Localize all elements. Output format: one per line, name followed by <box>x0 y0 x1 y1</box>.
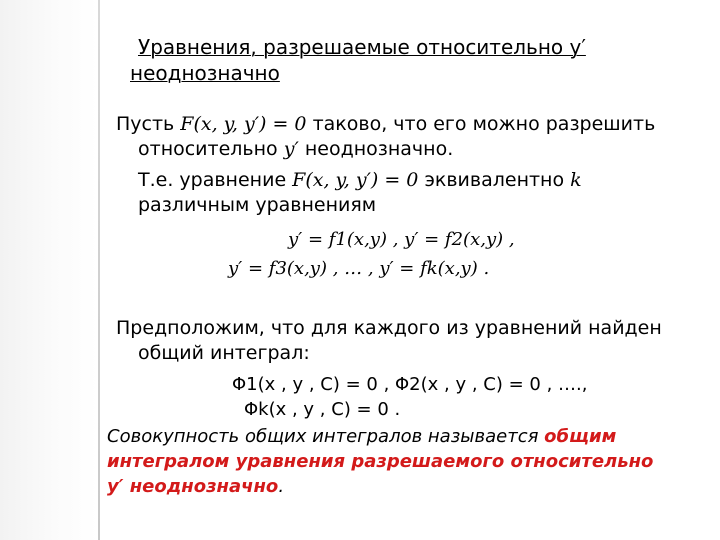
para2-mid: эквивалентно <box>418 169 571 191</box>
paragraph-3-line-1: Предположим, что для каждого из уравнений найден <box>116 317 662 339</box>
equations-row-2: y′ = f3(x,y) , … , y′ = fk(x,y) . <box>228 258 490 279</box>
integrals-row-1: Φ1(x , y , C) = 0 , Φ2(x , y , C) = 0 , …., <box>232 374 588 395</box>
para1-line2-end: неоднозначно. <box>298 138 454 160</box>
para2-expression: F(x, y, y′) = 0 <box>292 169 419 191</box>
decorative-divider-line <box>98 0 100 540</box>
equations-row-1: y′ = f1(x,y) , y′ = f2(x,y) , <box>288 229 515 250</box>
para1-y-prime: y′ <box>283 138 299 160</box>
para1-line2-start: относительно <box>138 138 284 160</box>
integrals-row-2: Φk(x , y , C) = 0 . <box>244 399 401 420</box>
conclusion-line-3 <box>107 474 653 499</box>
conclusion-line-1 <box>107 424 653 449</box>
slide-title <box>130 34 586 86</box>
conclusion-highlight-3: y′ неоднозначно <box>107 476 279 497</box>
paragraph-1-line-2 <box>138 137 453 161</box>
paragraph-2-line-2: различным уравнениям <box>138 194 377 216</box>
title-line-1: Уравнения, разрешаемые относительно y′ <box>138 35 586 59</box>
para1-rest: таково, что его можно разрешить <box>306 113 656 135</box>
conclusion-text: Совокупность общих интегралов называется <box>107 426 545 447</box>
para1-expression: F(x, y, y′) = 0 <box>180 113 307 135</box>
conclusion-line-2: интегралом уравнения разрешаемого относительно <box>107 451 654 472</box>
conclusion <box>107 424 653 499</box>
para2-start: Т.е. уравнение <box>138 169 293 191</box>
paragraph-3-line-2: общий интеграл: <box>138 342 310 364</box>
para2-k: k <box>570 169 582 191</box>
paragraph-2-line-1 <box>138 168 582 192</box>
para1-start: Пусть <box>116 113 181 135</box>
paragraph-1-line-1 <box>116 112 655 136</box>
conclusion-highlight-1: общим <box>544 426 617 447</box>
title-line-2: неоднозначно <box>130 61 280 85</box>
decorative-left-band <box>0 0 98 540</box>
conclusion-end: . <box>278 476 285 497</box>
